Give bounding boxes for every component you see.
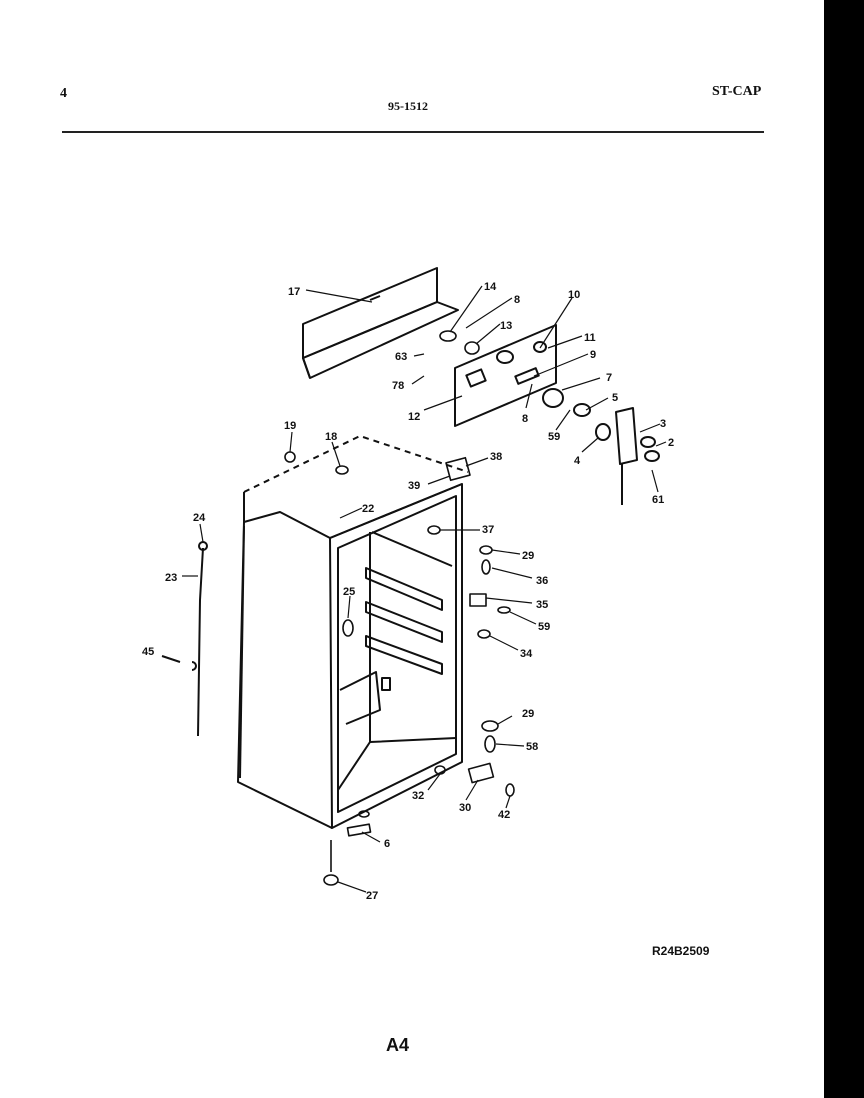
part-label-38: 38 <box>490 451 503 463</box>
part-label-22: 22 <box>362 503 375 515</box>
loose-parts-right <box>324 526 514 885</box>
part-label-58: 58 <box>526 741 539 753</box>
reference-code: R24B2509 <box>652 944 710 958</box>
part-label-14: 14 <box>484 281 497 293</box>
part-label-9: 9 <box>590 349 597 361</box>
part-label-32: 32 <box>412 790 425 802</box>
part-label-42: 42 <box>498 809 511 821</box>
part-label-61: 61 <box>652 494 665 506</box>
part-label-30: 30 <box>459 802 472 814</box>
footer-label: A4 <box>386 1035 410 1055</box>
part-label-29: 29 <box>522 550 535 562</box>
part-label-13: 13 <box>500 320 513 332</box>
control-rail <box>303 268 458 378</box>
part-label-10: 10 <box>568 289 581 301</box>
part-label-63: 63 <box>395 351 408 363</box>
part-label-4: 4 <box>574 455 581 467</box>
part-label-27: 27 <box>366 890 379 902</box>
part-label-2: 2 <box>668 437 675 449</box>
part-label-24: 24 <box>193 512 206 524</box>
part-label-59: 59 <box>548 431 561 443</box>
part-label-11: 11 <box>584 332 596 344</box>
section-code: ST-CAP <box>712 84 762 99</box>
part-label-78: 78 <box>392 380 405 392</box>
page-number: 4 <box>60 86 67 101</box>
part-label-45: 45 <box>142 646 155 658</box>
thermostat-parts <box>543 389 659 505</box>
part-label-8: 8 <box>514 294 521 306</box>
part-label-5: 5 <box>612 392 619 404</box>
part-label-23: 23 <box>165 572 178 584</box>
part-label-35: 35 <box>536 599 549 611</box>
part-label-39: 39 <box>408 480 421 492</box>
part-label-17: 17 <box>288 286 301 298</box>
part-label-19: 19 <box>284 420 297 432</box>
part-label-8b: 8 <box>522 413 529 425</box>
part-label-37: 37 <box>482 524 495 536</box>
model-code: 95-1512 <box>388 99 428 113</box>
part-label-59b: 59 <box>538 621 551 633</box>
part-label-25: 25 <box>343 586 356 598</box>
part-label-34: 34 <box>520 648 533 660</box>
part-label-12: 12 <box>408 411 421 423</box>
part-label-29b: 29 <box>522 708 535 720</box>
part-labels <box>142 281 674 902</box>
part-label-7: 7 <box>606 372 613 384</box>
part-label-18: 18 <box>325 431 338 443</box>
part-label-36: 36 <box>536 575 549 587</box>
part-label-3: 3 <box>660 418 667 430</box>
part-label-6: 6 <box>384 838 391 850</box>
control-panel <box>455 325 556 426</box>
